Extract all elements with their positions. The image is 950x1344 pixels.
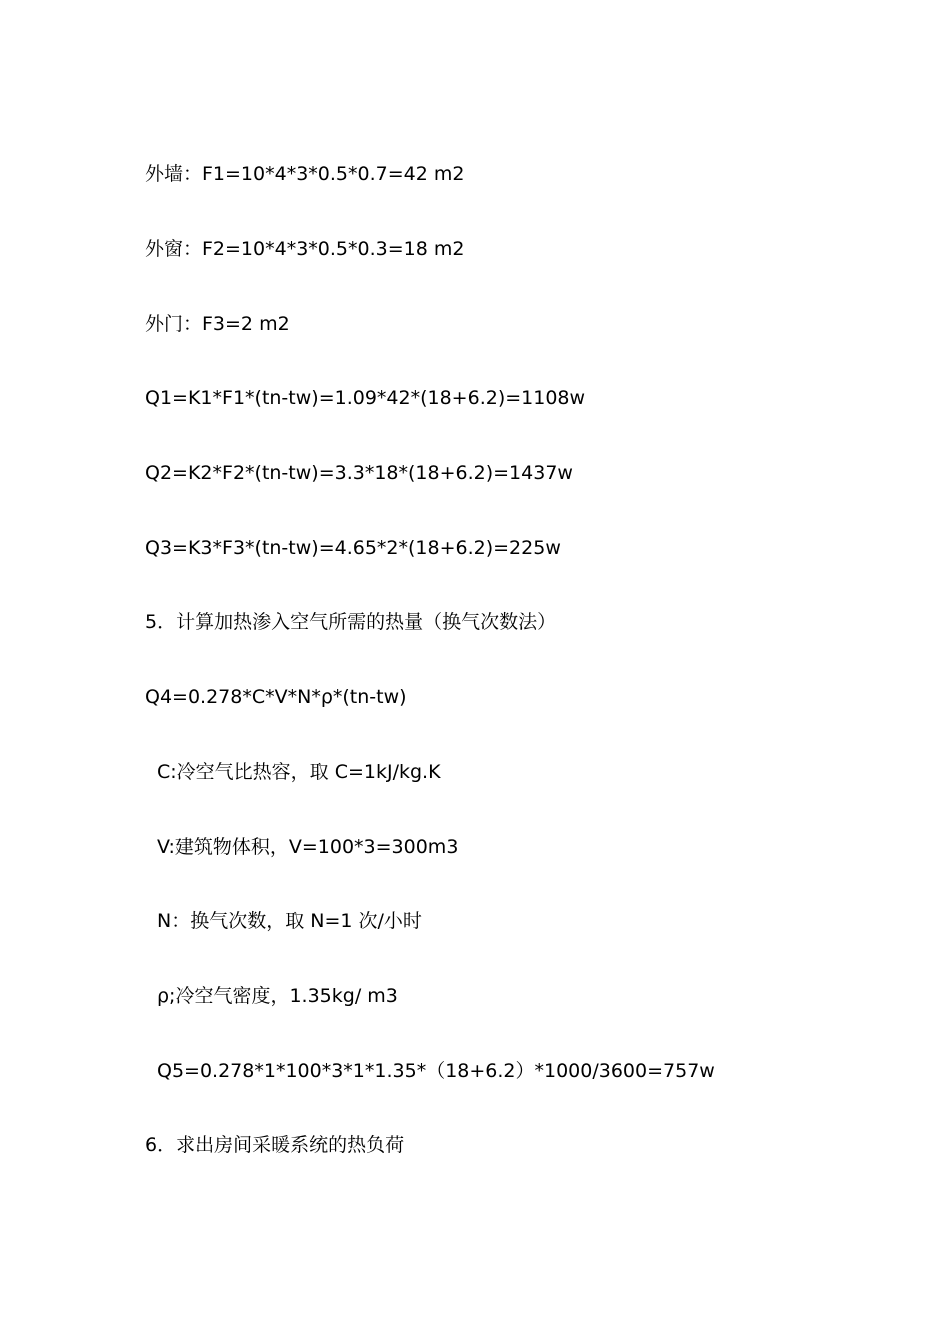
section-5-heading: 5．计算加热渗入空气所需的热量（换气次数法）: [145, 611, 557, 633]
q5-formula-line: Q5=0.278*1*100*3*1*1.35*（18+6.2）*1000/3600=757w: [157, 1060, 715, 1082]
air-density-line: ρ;冷空气密度，1.35kg/ m3: [157, 985, 398, 1007]
air-change-rate-line: N：换气次数，取 N=1 次/小时: [157, 910, 422, 932]
exterior-wall-area-line: 外墙：F1=10*4*3*0.5*0.7=42 m2: [145, 163, 465, 185]
section-6-heading: 6．求出房间采暖系统的热负荷: [145, 1134, 405, 1156]
q3-formula-line: Q3=K3*F3*(tn-tw)=4.65*2*(18+6.2)=225w: [145, 537, 561, 559]
q1-formula-line: Q1=K1*F1*(tn-tw)=1.09*42*(18+6.2)=1108w: [145, 387, 586, 409]
q4-formula-line: Q4=0.278*C*V*N*ρ*(tn-tw): [145, 686, 407, 708]
q2-formula-line: Q2=K2*F2*(tn-tw)=3.3*18*(18+6.2)=1437w: [145, 462, 573, 484]
exterior-door-area-line: 外门：F3=2 m2: [145, 313, 290, 335]
exterior-window-area-line: 外窗：F2=10*4*3*0.5*0.3=18 m2: [145, 238, 465, 260]
specific-heat-line: C:冷空气比热容，取 C=1kJ/kg.K: [157, 761, 441, 783]
building-volume-line: V:建筑物体积，V=100*3=300m3: [157, 836, 459, 858]
